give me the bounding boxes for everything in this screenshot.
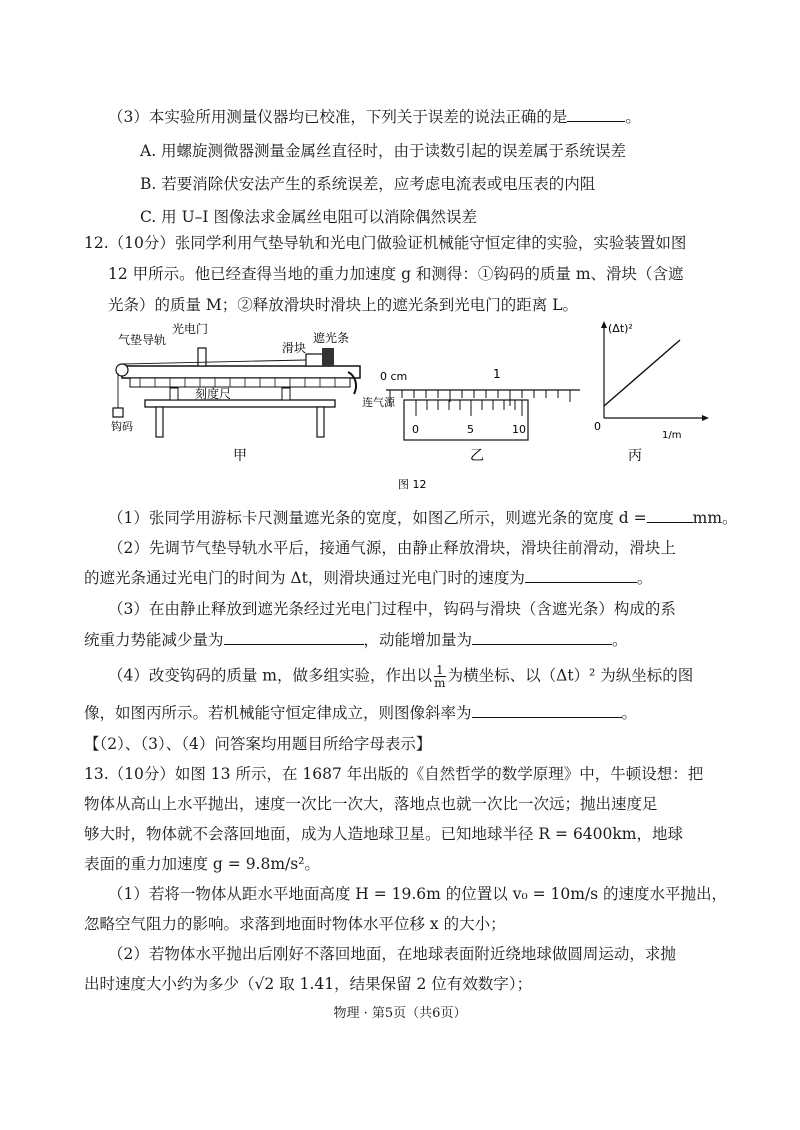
graph-c xyxy=(594,321,709,464)
figure-caption: 图 12 xyxy=(398,478,427,491)
support-left xyxy=(170,388,178,400)
label-air-source: 连气源 xyxy=(362,396,395,409)
subfigure-label-a: 甲 xyxy=(233,448,247,464)
q13-line2: 物体从高山上水平抛出，速度一次比一次大，落地点也就一次比一次远；抛出速度足 xyxy=(84,795,658,813)
label-scale: 刻度尺 xyxy=(195,387,232,401)
table-leg-left xyxy=(156,407,163,437)
apparatus-diagram xyxy=(111,321,396,464)
label-weight: 钩码 xyxy=(111,420,133,433)
photogate xyxy=(198,348,206,366)
q11-3-option-a: A. 用螺旋测微器测量金属丝直径时，由于读数引起的误差属于系统误差 xyxy=(140,142,627,160)
support-right xyxy=(282,388,290,400)
vernier-label-0: 0 xyxy=(412,423,419,436)
q11-3-option-b: B. 若要消除伏安法产生的系统误差，应考虑电流表或电压表的内阻 xyxy=(140,175,596,193)
graph-y-label: (Δt)² xyxy=(608,322,633,335)
graph-x-arrow xyxy=(702,415,709,421)
answer-blank xyxy=(224,630,364,645)
q12-2-line1: （2）先调节气垫导轨水平后，接通气源，由静止释放滑块，滑块往前滑动，滑块上 xyxy=(108,539,676,557)
table-top xyxy=(145,400,335,407)
fraction-1-over-m: $\frac{1}{m}$ xyxy=(434,663,446,690)
q12-line1: 12.（10分）张同学利用气垫导轨和光电门做验证机械能守恒定律的实验，实验装置如图 xyxy=(84,234,687,252)
subfigure-label-c: 丙 xyxy=(628,448,642,464)
ruler-strip xyxy=(130,378,350,387)
answer-blank xyxy=(525,568,637,583)
q12-line3: 光条）的质量 M；②释放滑块时滑块上的遮光条到光电门的距离 L。 xyxy=(108,296,579,314)
q13-line4: 表面的重力加速度 g = 9.8m/s²。 xyxy=(84,855,320,873)
answer-blank xyxy=(472,630,612,645)
q12-2-line2: 的遮光条通过光电门的时间为 Δt，则滑块通过光电门时的速度为 。 xyxy=(84,569,653,587)
q11-3-stem: （3）本实验所用测量仪器均已校准，下列关于误差的说法正确的是 。 xyxy=(108,108,641,126)
vernier-label-5: 5 xyxy=(467,423,474,436)
q12-line2: 12 甲所示。他已经查得当地的重力加速度 g 和测得：①钩码的质量 m、滑块（含遮 xyxy=(108,265,684,283)
figure-12 xyxy=(110,318,710,498)
q12-4-line1: （4）改变钩码的质量 m，做多组实验，作出以 $\frac{1}{m}$ 为横坐标、以（Δt）² 为纵坐标的图 xyxy=(108,663,694,690)
table-leg-right xyxy=(317,407,324,437)
vernier-scale-box xyxy=(404,400,528,440)
graph-line xyxy=(604,340,680,406)
q13-line3: 够大时，物体就不会落回地面，成为人造地球卫星。已知地球半径 R = 6400km，地球 xyxy=(84,825,683,843)
page-footer: 物理 · 第5页（共6页） xyxy=(333,1006,467,1021)
q13-1-line1: （1）若将一物体从距水平地面高度 H = 19.6m 的位置以 v₀ = 10m/s 的速度水平抛出， xyxy=(108,885,728,903)
graph-x-label: 1/m xyxy=(662,430,682,441)
vernier-caliper xyxy=(380,367,580,464)
q12-4-line2: 像，如图丙所示。若机械能守恒定律成立，则图像斜率为 。 xyxy=(84,704,638,722)
q13-1-line2: 忽略空气阻力的影响。求落到地面时物体水平位移 x 的大小； xyxy=(84,915,506,933)
q12-1: （1）张同学用游标卡尺测量遮光条的宽度，如图乙所示，则遮光条的宽度 d = mm。 xyxy=(108,509,738,527)
vernier-label-10: 10 xyxy=(512,423,526,436)
shading-strip xyxy=(322,348,334,366)
label-slider: 滑块 xyxy=(282,341,307,355)
q12-3-line2: 统重力势能减少量为 ，动能增加量为 。 xyxy=(84,631,628,649)
label-shading-strip: 遮光条 xyxy=(313,331,350,345)
label-photogate: 光电门 xyxy=(172,322,209,336)
graph-y-arrow xyxy=(601,321,607,328)
answer-blank xyxy=(567,107,625,122)
graph-origin-label: 0 xyxy=(594,420,601,433)
subfigure-label-b: 乙 xyxy=(470,448,484,464)
q13-line1: 13.（10分）如图 13 所示，在 1687 年出版的《自然哲学的数学原理》中，牛顿设想：把 xyxy=(84,765,704,783)
answer-blank xyxy=(472,703,622,718)
caliper-label-0cm: 0 cm xyxy=(380,370,408,383)
answer-blank xyxy=(647,508,693,523)
caliper-label-1: 1 xyxy=(493,367,501,381)
label-air-track: 气垫导轨 xyxy=(118,333,167,347)
q12-note: 【（2）、（3）、（4）问答案均用题目所给字母表示】 xyxy=(84,735,432,753)
string xyxy=(122,360,306,364)
q11-3-option-c: C. 用 U–I 图像法求金属丝电阻可以消除偶然误差 xyxy=(140,208,477,226)
q13-2-line1: （2）若物体水平抛出后刚好不落回地面，在地球表面附近绕地球做圆周运动，求抛 xyxy=(108,945,676,963)
q12-3-line1: （3）在由静止释放到遮光条经过光电门过程中，钩码与滑块（含遮光条）构成的系 xyxy=(108,600,676,618)
air-track xyxy=(122,366,360,378)
q13-2-line2: 出时速度大小约为多少（√2 取 1.41，结果保留 2 位有效数字）； xyxy=(84,975,533,993)
hook-weight xyxy=(113,408,123,417)
